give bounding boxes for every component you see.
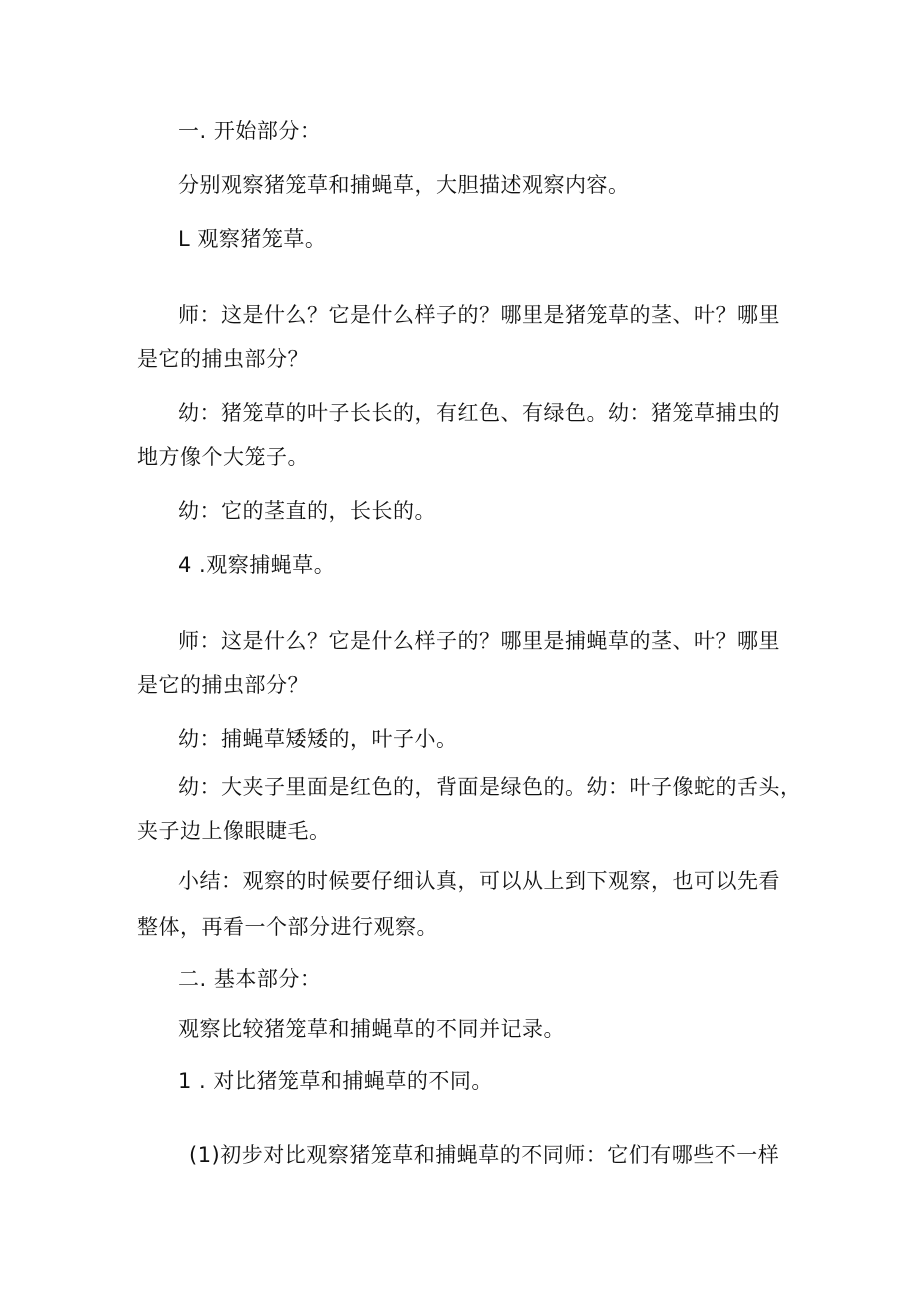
paragraph-continuation: 整体，再看一个部分进行观察。	[137, 915, 438, 939]
paragraph: 师：这是什么？它是什么样子的？哪里是捕蝇草的茎、叶？哪里	[178, 629, 780, 653]
paragraph-continuation: 地方像个大笼子。	[137, 445, 309, 469]
paragraph-continuation: 是它的捕虫部分？	[137, 347, 309, 371]
subheading: 4 .观察捕蝇草。	[178, 553, 336, 577]
subheading: 1 . 对比猪笼草和捕蝇草的不同。	[178, 1069, 493, 1093]
paragraph: 幼：大夹子里面是红色的，背面是绿色的。幼：叶子像蛇的舌头，	[178, 775, 802, 799]
paragraph-continuation: 夹子边上像眼睫毛。	[137, 819, 331, 843]
paragraph: (1)初步对比观察猪笼草和捕蝇草的不同师：它们有哪些不一样	[189, 1143, 780, 1167]
paragraph: 观察比较猪笼草和捕蝇草的不同并记录。	[178, 1017, 565, 1041]
subheading: L 观察猪笼草。	[178, 227, 327, 251]
paragraph: 师：这是什么？它是什么样子的？哪里是猪笼草的茎、叶？哪里	[178, 303, 780, 327]
paragraph: 分别观察猪笼草和捕蝇草，大胆描述观察内容。	[178, 173, 630, 197]
paragraph: 幼：它的茎直的，长长的。	[178, 499, 436, 523]
paragraph: 幼：猪笼草的叶子长长的，有红色、有绿色。幼：猪笼草捕虫的	[178, 401, 780, 425]
paragraph: 幼：捕蝇草矮矮的，叶子小。	[178, 727, 458, 751]
section-heading: 二. 基本部分：	[178, 967, 322, 991]
paragraph: 小结：观察的时候要仔细认真，可以从上到下观察，也可以先看	[178, 869, 780, 893]
section-heading: 一. 开始部分：	[178, 119, 322, 143]
paragraph-continuation: 是它的捕虫部分？	[137, 673, 309, 697]
